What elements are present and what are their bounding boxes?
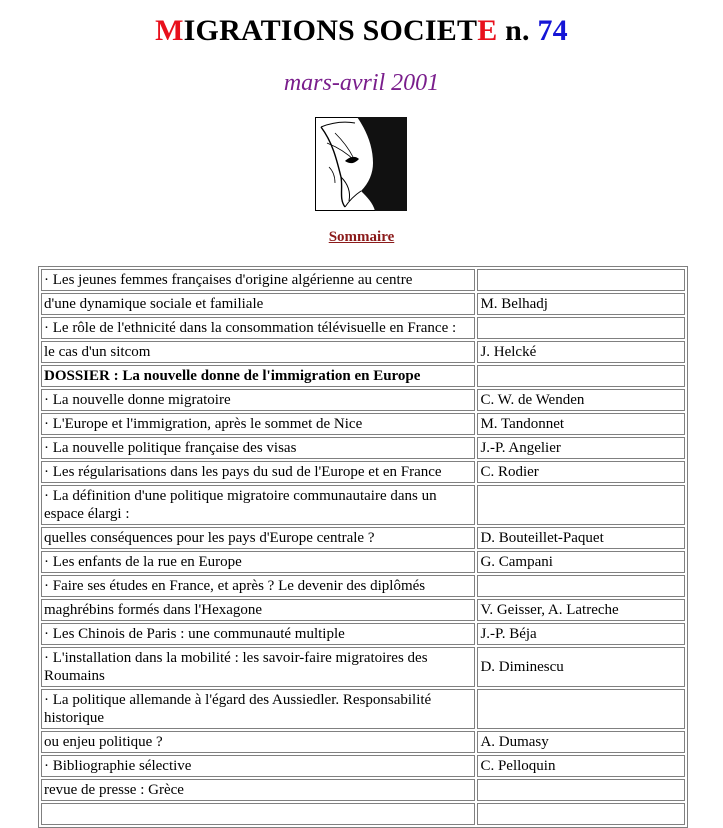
table-row <box>41 365 685 387</box>
article-title: · Les enfants de la rue en Europe <box>41 551 475 573</box>
article-author <box>477 365 685 387</box>
article-author: M. Tandonnet <box>477 413 685 435</box>
table-row <box>41 779 685 801</box>
page-title <box>0 14 723 48</box>
table-of-contents <box>38 266 688 828</box>
article-title: · La nouvelle donne migratoire <box>41 389 475 411</box>
article-title: · La nouvelle politique française des visas <box>41 437 475 459</box>
article-title: · La définition d'une politique migratoire communautaire dans un espace élargi : <box>41 485 475 525</box>
table-row <box>41 575 685 597</box>
article-title: · La politique allemande à l'égard des Aussiedler. Responsabilité historique <box>41 689 475 729</box>
article-title: quelles conséquences pour les pays d'Europe centrale ? <box>41 527 475 549</box>
article-author: D. Diminescu <box>477 647 685 687</box>
article-title: · Le rôle de l'ethnicité dans la consommation télévisuelle en France : <box>41 317 475 339</box>
article-title: revue de presse : Grèce <box>41 779 475 801</box>
article-author <box>477 317 685 339</box>
article-author: J.-P. Béja <box>477 623 685 645</box>
article-author <box>477 485 685 525</box>
article-author <box>477 269 685 291</box>
article-title: · Les régularisations dans les pays du sud de l'Europe et en France <box>41 461 475 483</box>
table-row <box>41 647 685 687</box>
article-title: · Faire ses études en France, et après ? Le devenir des diplômés <box>41 575 475 597</box>
article-author: G. Campani <box>477 551 685 573</box>
article-author <box>477 575 685 597</box>
article-author: A. Dumasy <box>477 731 685 753</box>
table-row <box>41 317 685 339</box>
title-number-prefix: n. <box>497 14 538 47</box>
article-author <box>477 779 685 801</box>
article-title: · L'installation dans la mobilité : les savoir-faire migratoires des Roumains <box>41 647 475 687</box>
article-author: C. Pelloquin <box>477 755 685 777</box>
table-row <box>41 623 685 645</box>
table-row <box>41 803 685 825</box>
table-row <box>41 413 685 435</box>
article-title: le cas d'un sitcom <box>41 341 475 363</box>
dossier-heading: DOSSIER : La nouvelle donne de l'immigration en Europe <box>41 365 475 387</box>
table-row <box>41 269 685 291</box>
title-initial-m: M <box>155 14 184 47</box>
issue-date: mars-avril 2001 <box>283 70 440 96</box>
table-row <box>41 599 685 621</box>
table-row <box>41 461 685 483</box>
table-row <box>41 485 685 525</box>
article-author: M. Belhadj <box>477 293 685 315</box>
article-title: · L'Europe et l'immigration, après le sommet de Nice <box>41 413 475 435</box>
article-author: C. W. de Wenden <box>477 389 685 411</box>
article-author: V. Geisser, A. Latreche <box>477 599 685 621</box>
article-title: · Bibliographie sélective <box>41 755 475 777</box>
table-row <box>41 527 685 549</box>
sommaire-heading: Sommaire <box>328 229 395 245</box>
article-title: · Les Chinois de Paris : une communauté multiple <box>41 623 475 645</box>
table-row <box>41 731 685 753</box>
article-title <box>41 803 475 825</box>
article-author: D. Bouteillet-Paquet <box>477 527 685 549</box>
table-row <box>41 389 685 411</box>
issue-number: 74 <box>537 14 568 47</box>
article-author: C. Rodier <box>477 461 685 483</box>
cover-illustration <box>315 117 407 211</box>
table-row <box>41 755 685 777</box>
title-final-e: E <box>477 14 498 47</box>
table-row <box>41 341 685 363</box>
article-author <box>477 803 685 825</box>
table-row <box>41 437 685 459</box>
article-title: maghrébins formés dans l'Hexagone <box>41 599 475 621</box>
article-title: · Les jeunes femmes françaises d'origine algérienne au centre <box>41 269 475 291</box>
article-author: J. Helcké <box>477 341 685 363</box>
article-author: J.-P. Angelier <box>477 437 685 459</box>
article-title: ou enjeu politique ? <box>41 731 475 753</box>
article-author <box>477 689 685 729</box>
table-row <box>41 293 685 315</box>
article-title: d'une dynamique sociale et familiale <box>41 293 475 315</box>
title-middle: IGRATIONS SOCIET <box>183 14 478 47</box>
table-row <box>41 551 685 573</box>
table-row <box>41 689 685 729</box>
